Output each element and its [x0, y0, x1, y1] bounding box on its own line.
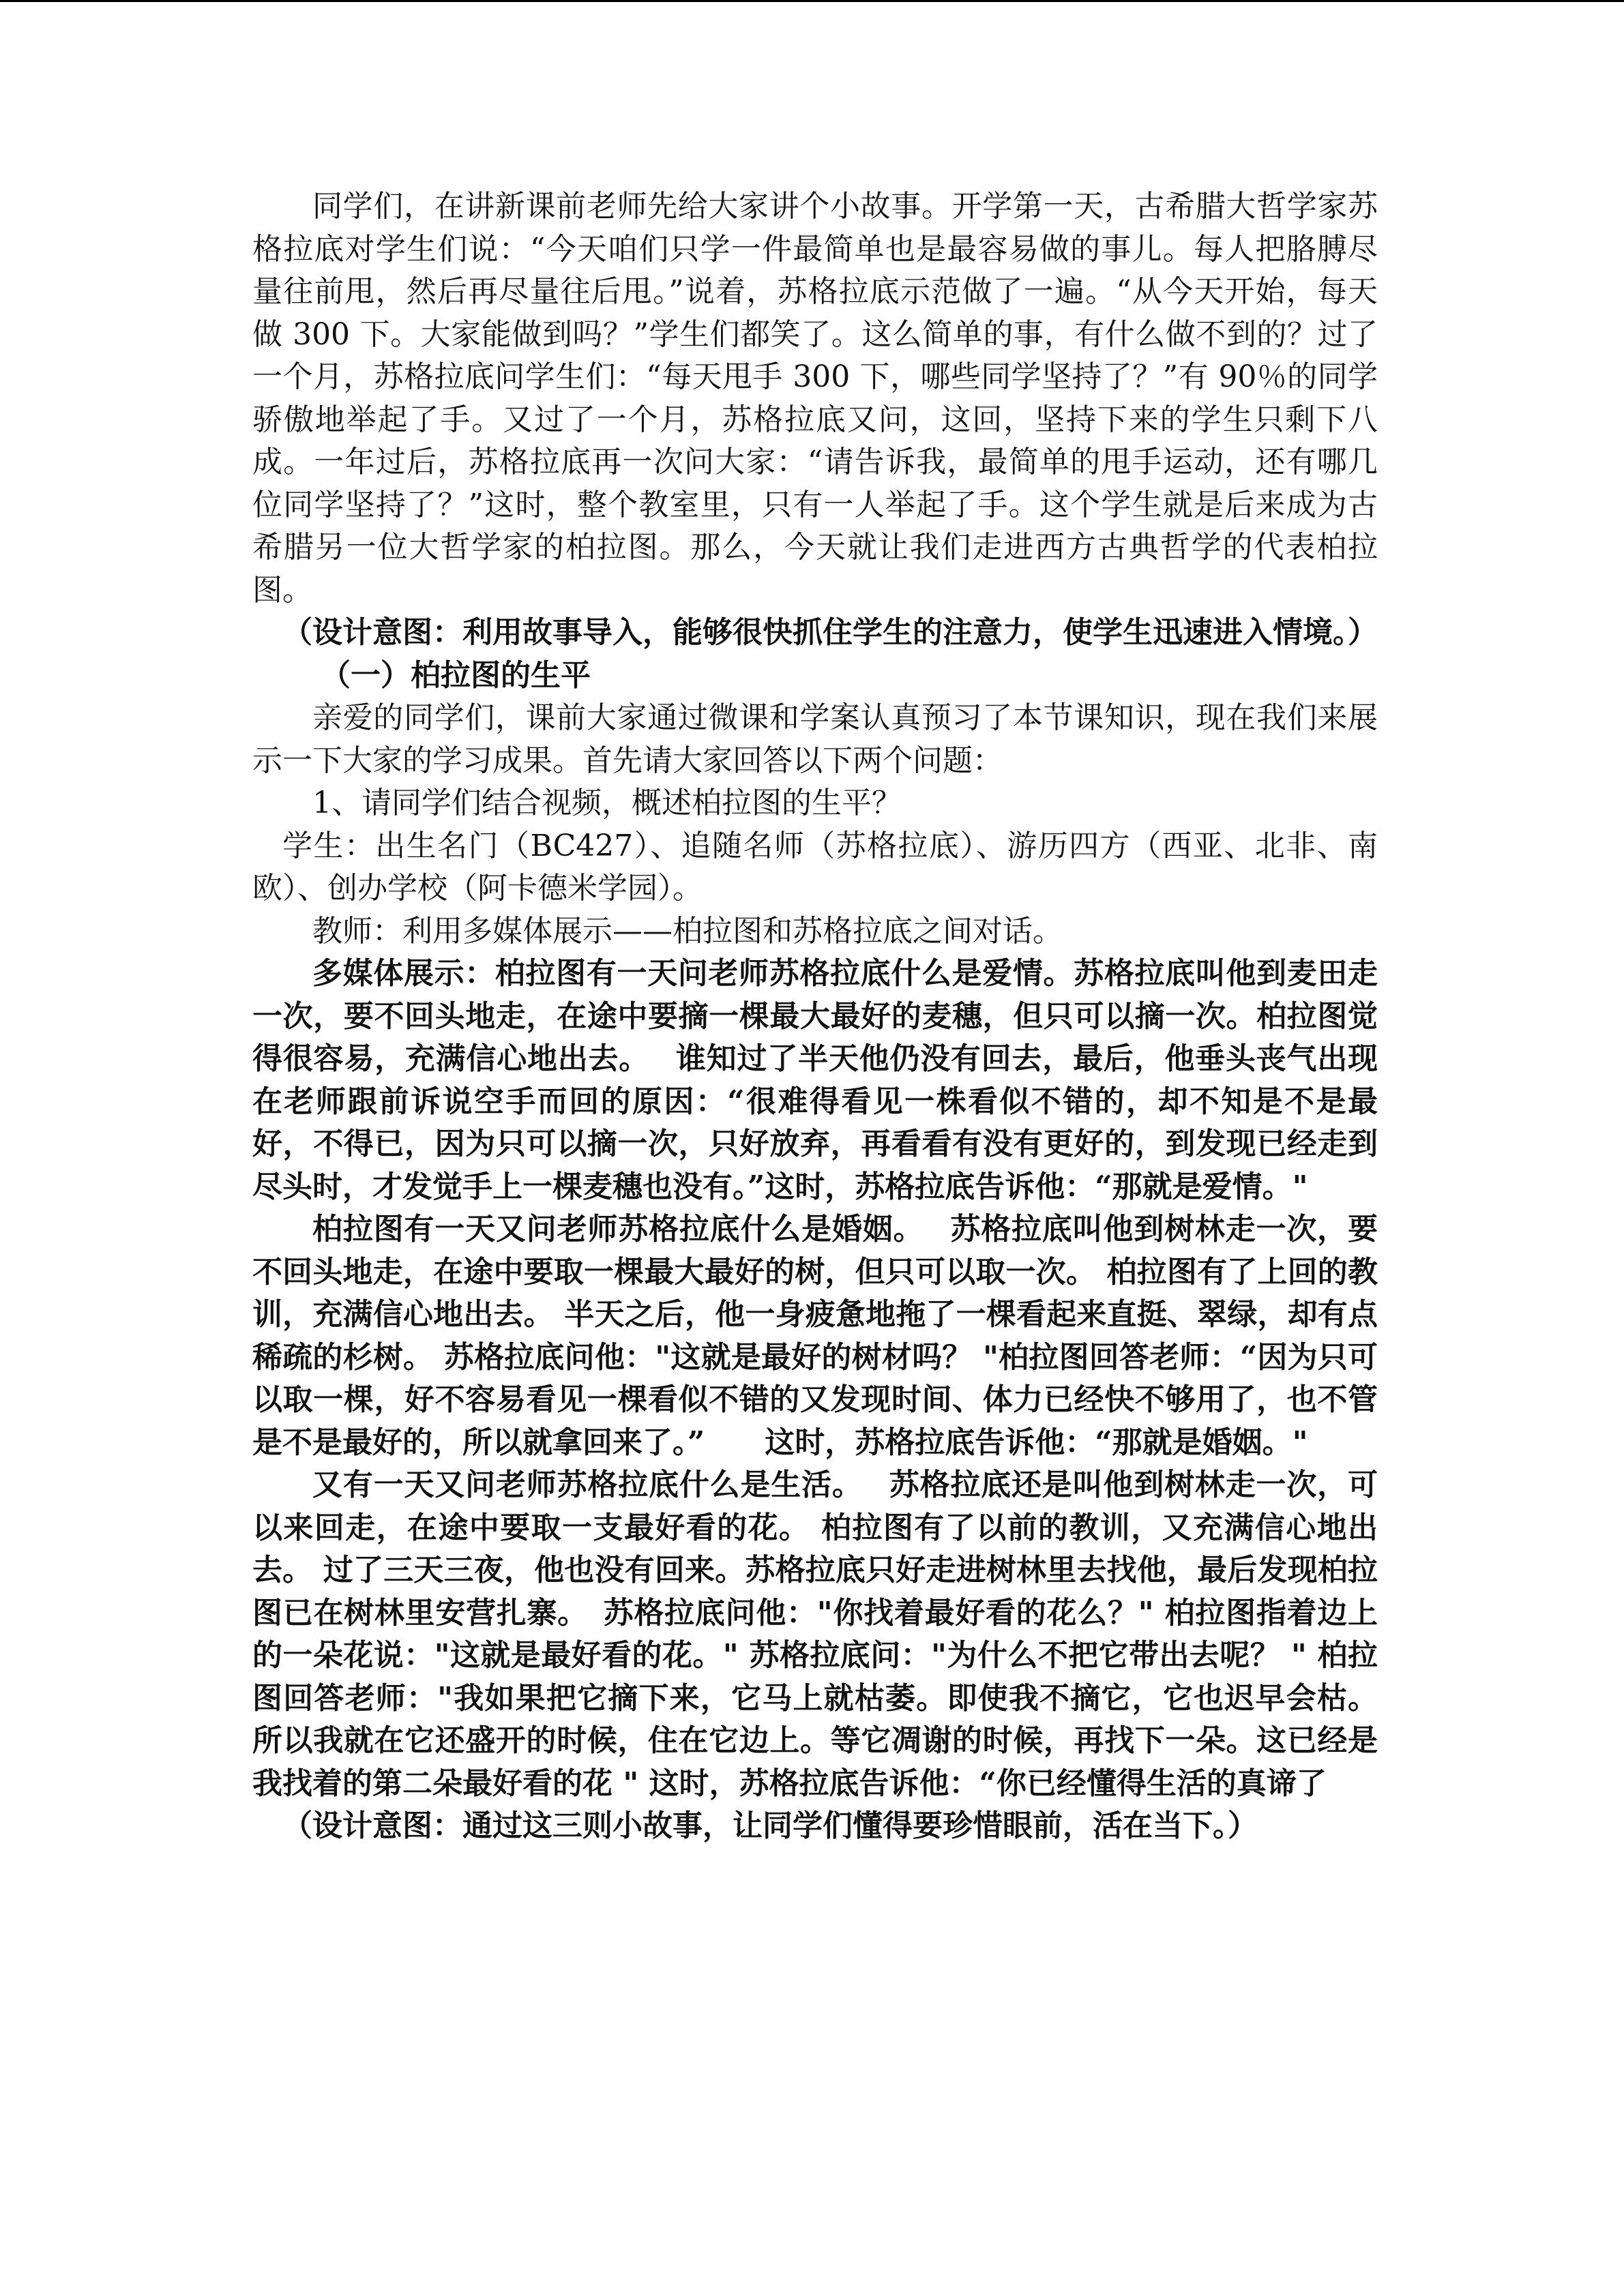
intro-paragraph: 同学们，在讲新课前老师先给大家讲个小故事。开学第一天，古希腊大哲学家苏格拉底对学生们说：“今天咱们只学一件最简单也是最容易做的事儿。每人把胳膊尽量往前甩，然后再尽量往后甩。”说着，苏格拉底示范做了一遍。“从今天开始，每天做 300 下。大家能做到吗？”学生们都笑了。这么简单的事，有什么做不到的？过了一个月，苏格拉底问学生们：“每天甩手 300 下，哪些同学坚持了？”有 90％的同学骄傲地举起了手。又过了一个月，苏格拉底又问，这回，坚持下来的学生只剩下八成。一年过后，苏格拉底再一次问大家：“请告诉我，最简单的甩手运动，还有哪几位同学坚持了？”这时，整个教室里，只有一人举起了手。这个学生就是后来成为古希腊另一位大哲学家的柏拉图。那么，今天就让我们走进西方古典哲学的代表柏拉图。 — [252, 189, 1378, 608]
design-intent-note-2: （设计意图：通过这三则小故事，让同学们懂得要珍惜眼前，活在当下。） — [282, 1808, 1258, 1843]
document-body — [252, 185, 1378, 1848]
story-marriage-paragraph: 柏拉图有一天又问老师苏格拉底什么是婚姻。 苏格拉底叫他到树林走一次，要不回头地走，在途中要取一棵最大最好的树，但只可以取一次。 柏拉图有了上回的教训，充满信心地出去。 半天之后，他一身疲惫地拖了一棵看起来直挺、翠绿，却有点稀疏的杉树。 苏格拉底问他："这就是最好的树材吗？ "柏拉图回答老师：“因为只可以取一棵，好不容易看见一棵看似不错的又发现时间、体力已经快不够用了，也不管是不是最好的，所以就拿回来了。” 这时，苏格拉底告诉他：“那就是婚姻。" — [252, 1212, 1378, 1460]
teacher-line: 教师：利用多媒体展示——柏拉图和苏格拉底之间对话。 — [312, 913, 1063, 949]
page-top-border — [0, 0, 1624, 2]
section-heading: （一）柏拉图的生平 — [321, 657, 591, 693]
student-answer: 学生：出生名门（BC427）、追随名师（苏格拉底）、游历四方（西亚、北非、南欧）、创办学校（阿卡德米学园）。 — [252, 828, 1378, 906]
story-love-paragraph: 多媒体展示：柏拉图有一天问老师苏格拉底什么是爱情。苏格拉底叫他到麦田走一次，要不回头地走，在途中要摘一棵最大最好的麦穗，但只可以摘一次。柏拉图觉得很容易，充满信心地出去。 谁知过了半天他仍没有回去，最后，他垂头丧气出现在老师跟前诉说空手而回的原因：“很难得看见一株看似不错的，却不知是不是最好，不得已，因为只可以摘一次，只好放弃，再看看有没有更好的，到发现已经走到尽头时，才发觉手上一棵麦穗也没有。”这时，苏格拉底告诉他：“那就是爱情。" — [252, 956, 1378, 1204]
design-intent-note: （设计意图：利用故事导入，能够很快抓住学生的注意力，使学生迅速进入情境。） — [282, 615, 1378, 650]
question-item: 1、请同学们结合视频，概述柏拉图的生平？ — [312, 786, 902, 820]
preview-paragraph: 亲爱的同学们，课前大家通过微课和学案认真预习了本节课知识，现在我们来展示一下大家的学习成果。首先请大家回答以下两个问题： — [252, 700, 1378, 778]
story-life-paragraph: 又有一天又问老师苏格拉底什么是生活。 苏格拉底还是叫他到树林走一次，可以来回走，在途中要取一支最好看的花。 柏拉图有了以前的教训，又充满信心地出去。 过了三天三夜，他也没有回来。苏格拉底只好走进树林里去找他，最后发现柏拉图已在树林里安营扎寨。 苏格拉底问他："你找着最好看的花么？" 柏拉图指着边上的一朵花说："这就是最好看的花。" 苏格拉底问："为什么不把它带出去呢？ " 柏拉图回答老师："我如果把它摘下来，它马上就枯萎。即使我不摘它，它也迟早会枯。所以我就在它还盛开的时候，住在它边上。等它凋谢的时候，再找下一朵。这已经是我找着的第二朵最好看的花 " 这时，苏格拉底告诉他：“你已经懂得生活的真谛了 — [252, 1467, 1378, 1801]
